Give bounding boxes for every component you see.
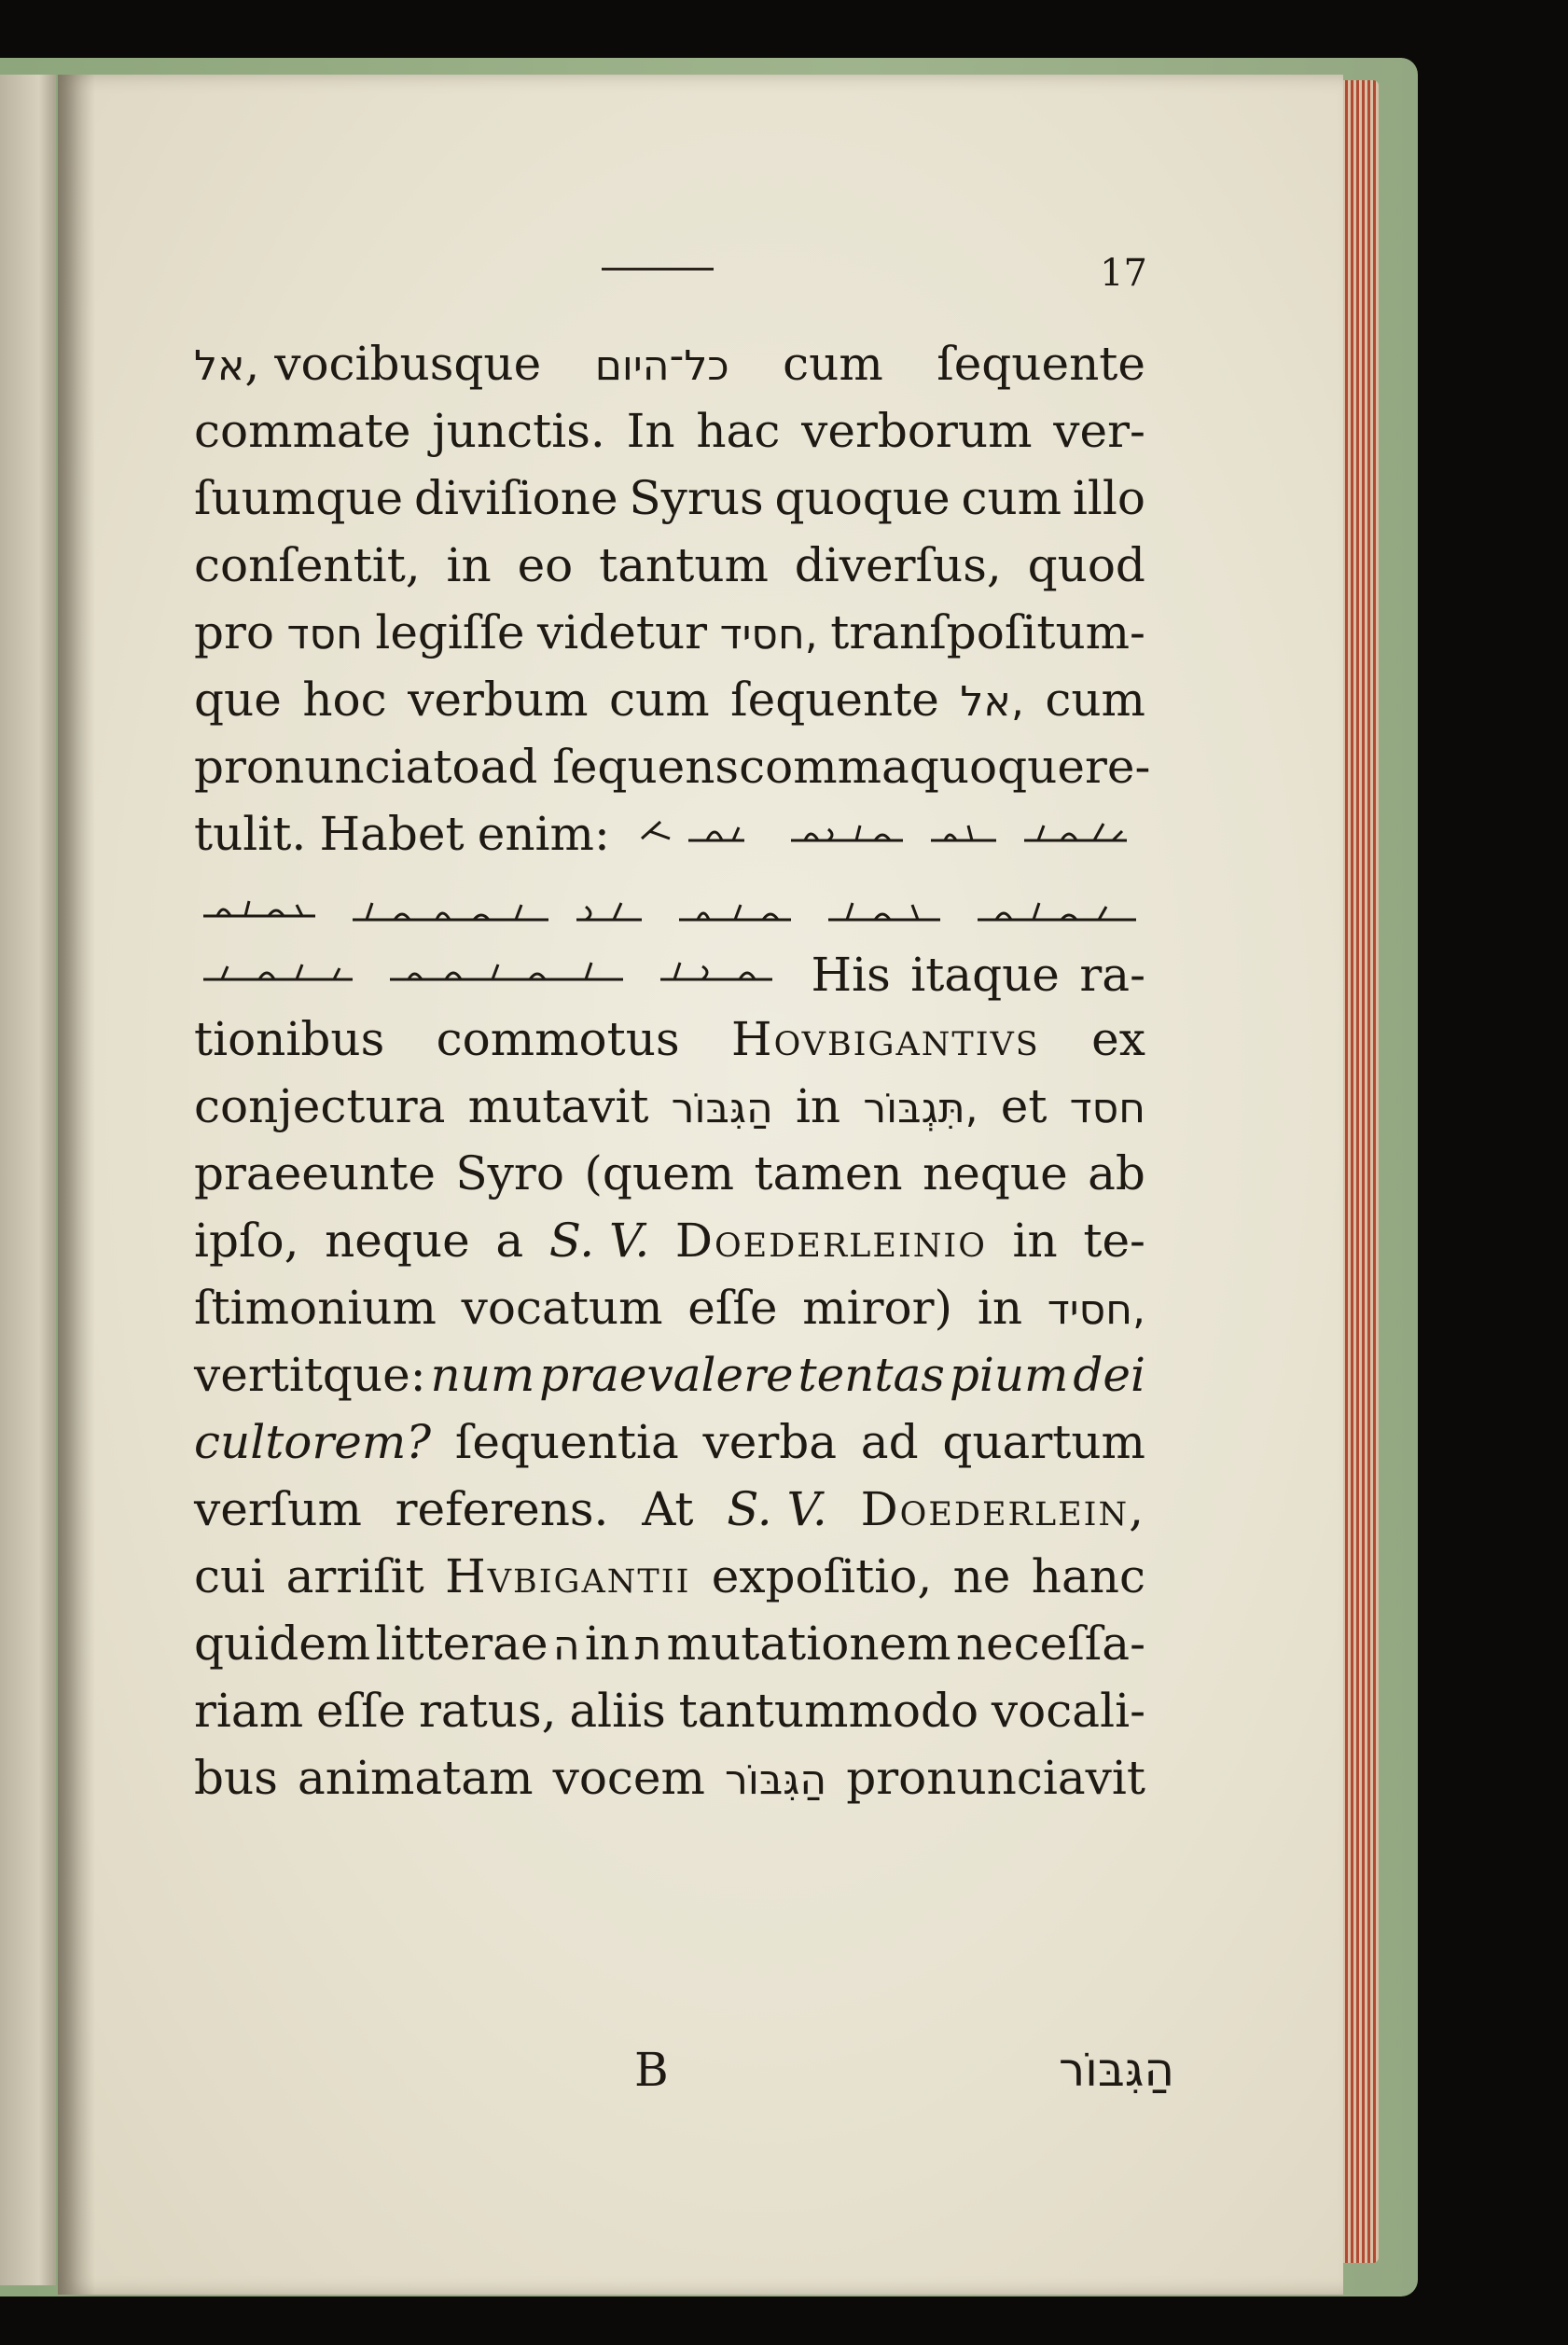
hebrew-word: חסיד,: [719, 611, 818, 659]
facing-page-edge: [0, 75, 56, 2285]
word: His: [811, 948, 891, 1002]
word: ne: [952, 1549, 1011, 1603]
word: ſuumque: [194, 471, 404, 525]
abbreviation: S. V.: [727, 1482, 827, 1536]
word: ſequente: [937, 337, 1145, 391]
word: tantummodo: [678, 1684, 979, 1738]
word: eſſe: [315, 1684, 407, 1738]
text-line: [194, 397, 1145, 465]
word: hanc: [1031, 1549, 1145, 1603]
author-name: Doederleinio: [674, 1214, 987, 1268]
word: videtur: [537, 605, 708, 659]
word: praeeunte: [194, 1146, 436, 1200]
gutter-shadow: [58, 75, 95, 2295]
author-name: Doederlein,: [860, 1482, 1145, 1536]
word: commate: [194, 404, 411, 458]
author-name: Hovbigantivs: [731, 1012, 1040, 1066]
text-line: [194, 1274, 1145, 1341]
word: cum: [783, 337, 883, 391]
text-line: [194, 1140, 1145, 1207]
word: diviſione: [413, 471, 618, 525]
word: litterae: [375, 1617, 548, 1671]
word: miror): [802, 1281, 953, 1335]
word: in: [795, 1079, 841, 1133]
word: enim:: [477, 807, 610, 861]
word: At: [642, 1482, 694, 1536]
hebrew-word: חסיד,: [1047, 1286, 1145, 1334]
syriac-line: [194, 867, 1145, 938]
word: re-: [1084, 740, 1151, 794]
word: diverſus,: [794, 538, 1002, 592]
hebrew-word: הַגִּבּוֹר: [671, 1085, 773, 1132]
author-name: Hvbigantii: [445, 1549, 691, 1603]
word: pronunciavit: [846, 1751, 1145, 1805]
word: neque: [923, 1146, 1068, 1200]
word: conſentit,: [194, 538, 421, 592]
word: commotus: [436, 1012, 680, 1066]
syriac-script-graphic: [194, 879, 1145, 931]
word: referens.: [395, 1482, 609, 1536]
signature-mark: B: [634, 2043, 669, 2097]
word: in: [446, 538, 492, 592]
hebrew-word: אל,: [960, 678, 1024, 726]
word: tantum: [599, 538, 769, 592]
text-line: [194, 1006, 1145, 1073]
word: mutavit: [467, 1079, 649, 1133]
syriac-script-graphic: [194, 938, 791, 991]
word: (quem: [584, 1146, 735, 1200]
word: eſſe: [687, 1281, 778, 1335]
word: ad ſequens: [479, 740, 740, 794]
abbreviation: S. V.: [548, 1214, 650, 1268]
hebrew-letter: ה: [552, 1622, 580, 1670]
word: ra-: [1079, 948, 1145, 1002]
text-line: [194, 330, 1145, 397]
word: ſequente: [730, 673, 939, 727]
text-line: [194, 1476, 1145, 1543]
word: In: [626, 404, 675, 458]
word: et: [1000, 1079, 1048, 1133]
word: comma: [739, 740, 909, 794]
word: te-: [1083, 1214, 1145, 1268]
word: vocem: [552, 1751, 705, 1805]
word: verbum: [408, 673, 589, 727]
word: illo: [1072, 471, 1145, 525]
italic-word: praevalere: [539, 1348, 794, 1402]
italic-word: num: [430, 1348, 535, 1402]
text-line: [194, 800, 1145, 867]
word: Syrus: [629, 471, 764, 525]
word: quoque: [774, 471, 951, 525]
word: legiſſe: [375, 605, 525, 659]
word: conjectura: [194, 1079, 446, 1133]
word: pro: [194, 605, 275, 659]
page-number: 17: [1100, 252, 1147, 295]
word: ſtimonium: [194, 1281, 437, 1335]
page-stack-edge: [1339, 80, 1379, 2263]
word: ipſo,: [194, 1214, 299, 1268]
word: expoſitio,: [711, 1549, 933, 1603]
word: que: [194, 673, 282, 727]
text-line: [194, 1073, 1145, 1140]
word: tionibus: [194, 1012, 385, 1066]
word: cui: [194, 1549, 266, 1603]
word: tranſpoſitum-: [830, 605, 1145, 659]
word: ſequentia: [454, 1415, 679, 1469]
text-line: [194, 1677, 1145, 1744]
word: hoc: [302, 673, 387, 727]
text-line: [194, 532, 1145, 599]
word: hac: [696, 404, 781, 458]
word: in: [584, 1617, 631, 1671]
hebrew-word: חסד: [286, 611, 363, 659]
word: Syro: [455, 1146, 564, 1200]
word: tulit.: [194, 807, 307, 861]
italic-word: pium: [949, 1348, 1069, 1402]
text-line: [194, 1408, 1145, 1476]
text-line: [194, 1610, 1145, 1677]
word: cum: [961, 471, 1062, 525]
word: verborum: [801, 404, 1033, 458]
catchword: הַגִּבּוֹר: [1059, 2043, 1175, 2097]
word: eo: [517, 538, 574, 592]
word: a: [495, 1214, 524, 1268]
word: ratus,: [418, 1684, 557, 1738]
word: cum: [1045, 673, 1145, 727]
hebrew-letter: ת: [634, 1622, 662, 1670]
italic-word: dei: [1073, 1348, 1145, 1402]
body-text: [194, 330, 1151, 1811]
word: ab: [1088, 1146, 1145, 1200]
text-line: [194, 666, 1145, 733]
word: mutationem: [666, 1617, 951, 1671]
text-line: [194, 1543, 1145, 1610]
word: ver-: [1053, 404, 1145, 458]
word: ad: [860, 1415, 919, 1469]
hebrew-word: כל־היום: [594, 342, 729, 390]
text-line: [194, 465, 1145, 532]
word: neceſſa-: [955, 1617, 1145, 1671]
text-line: [194, 733, 1151, 800]
word: quidem: [194, 1617, 371, 1671]
word: quod: [1027, 538, 1145, 592]
word: animatam: [297, 1751, 534, 1805]
word: vocali-: [991, 1684, 1145, 1738]
word: aliis: [569, 1684, 666, 1738]
word: itaque: [910, 948, 1060, 1002]
italic-word: tentas: [798, 1348, 945, 1402]
word: neque: [325, 1214, 470, 1268]
word: tamen: [754, 1146, 903, 1200]
header-rule: [602, 268, 714, 271]
hebrew-word: תִּגְבּוֹר,: [863, 1085, 978, 1132]
word: verſum: [194, 1482, 362, 1536]
syriac-script-graphic: [623, 803, 1145, 850]
word: , vocibusque: [244, 337, 542, 391]
text-line: [194, 1341, 1145, 1408]
word: quoque: [909, 740, 1085, 794]
italic-word: cultorem?: [194, 1415, 432, 1469]
text-line: [194, 599, 1145, 666]
word: pronunciato: [194, 740, 480, 794]
word: bus: [194, 1751, 278, 1805]
word: Habet: [319, 807, 465, 861]
word: in: [977, 1281, 1023, 1335]
word: quartum: [942, 1415, 1145, 1469]
word: arriſit: [285, 1549, 424, 1603]
word: vocatum: [461, 1281, 663, 1335]
word: ex: [1091, 1012, 1145, 1066]
word: cum: [608, 673, 710, 727]
word: in: [1012, 1214, 1058, 1268]
hebrew-word: חסד: [1069, 1085, 1145, 1132]
text-line: [194, 1207, 1145, 1274]
word: riam: [194, 1684, 304, 1738]
word: junctis.: [432, 404, 605, 458]
word: vertitque:: [194, 1348, 426, 1402]
hebrew-word: אל: [194, 342, 245, 390]
text-line: [194, 938, 1145, 1006]
text-line: [194, 1744, 1145, 1811]
word: verba: [702, 1415, 838, 1469]
hebrew-word: הַגִּבּוֹר: [725, 1756, 827, 1804]
